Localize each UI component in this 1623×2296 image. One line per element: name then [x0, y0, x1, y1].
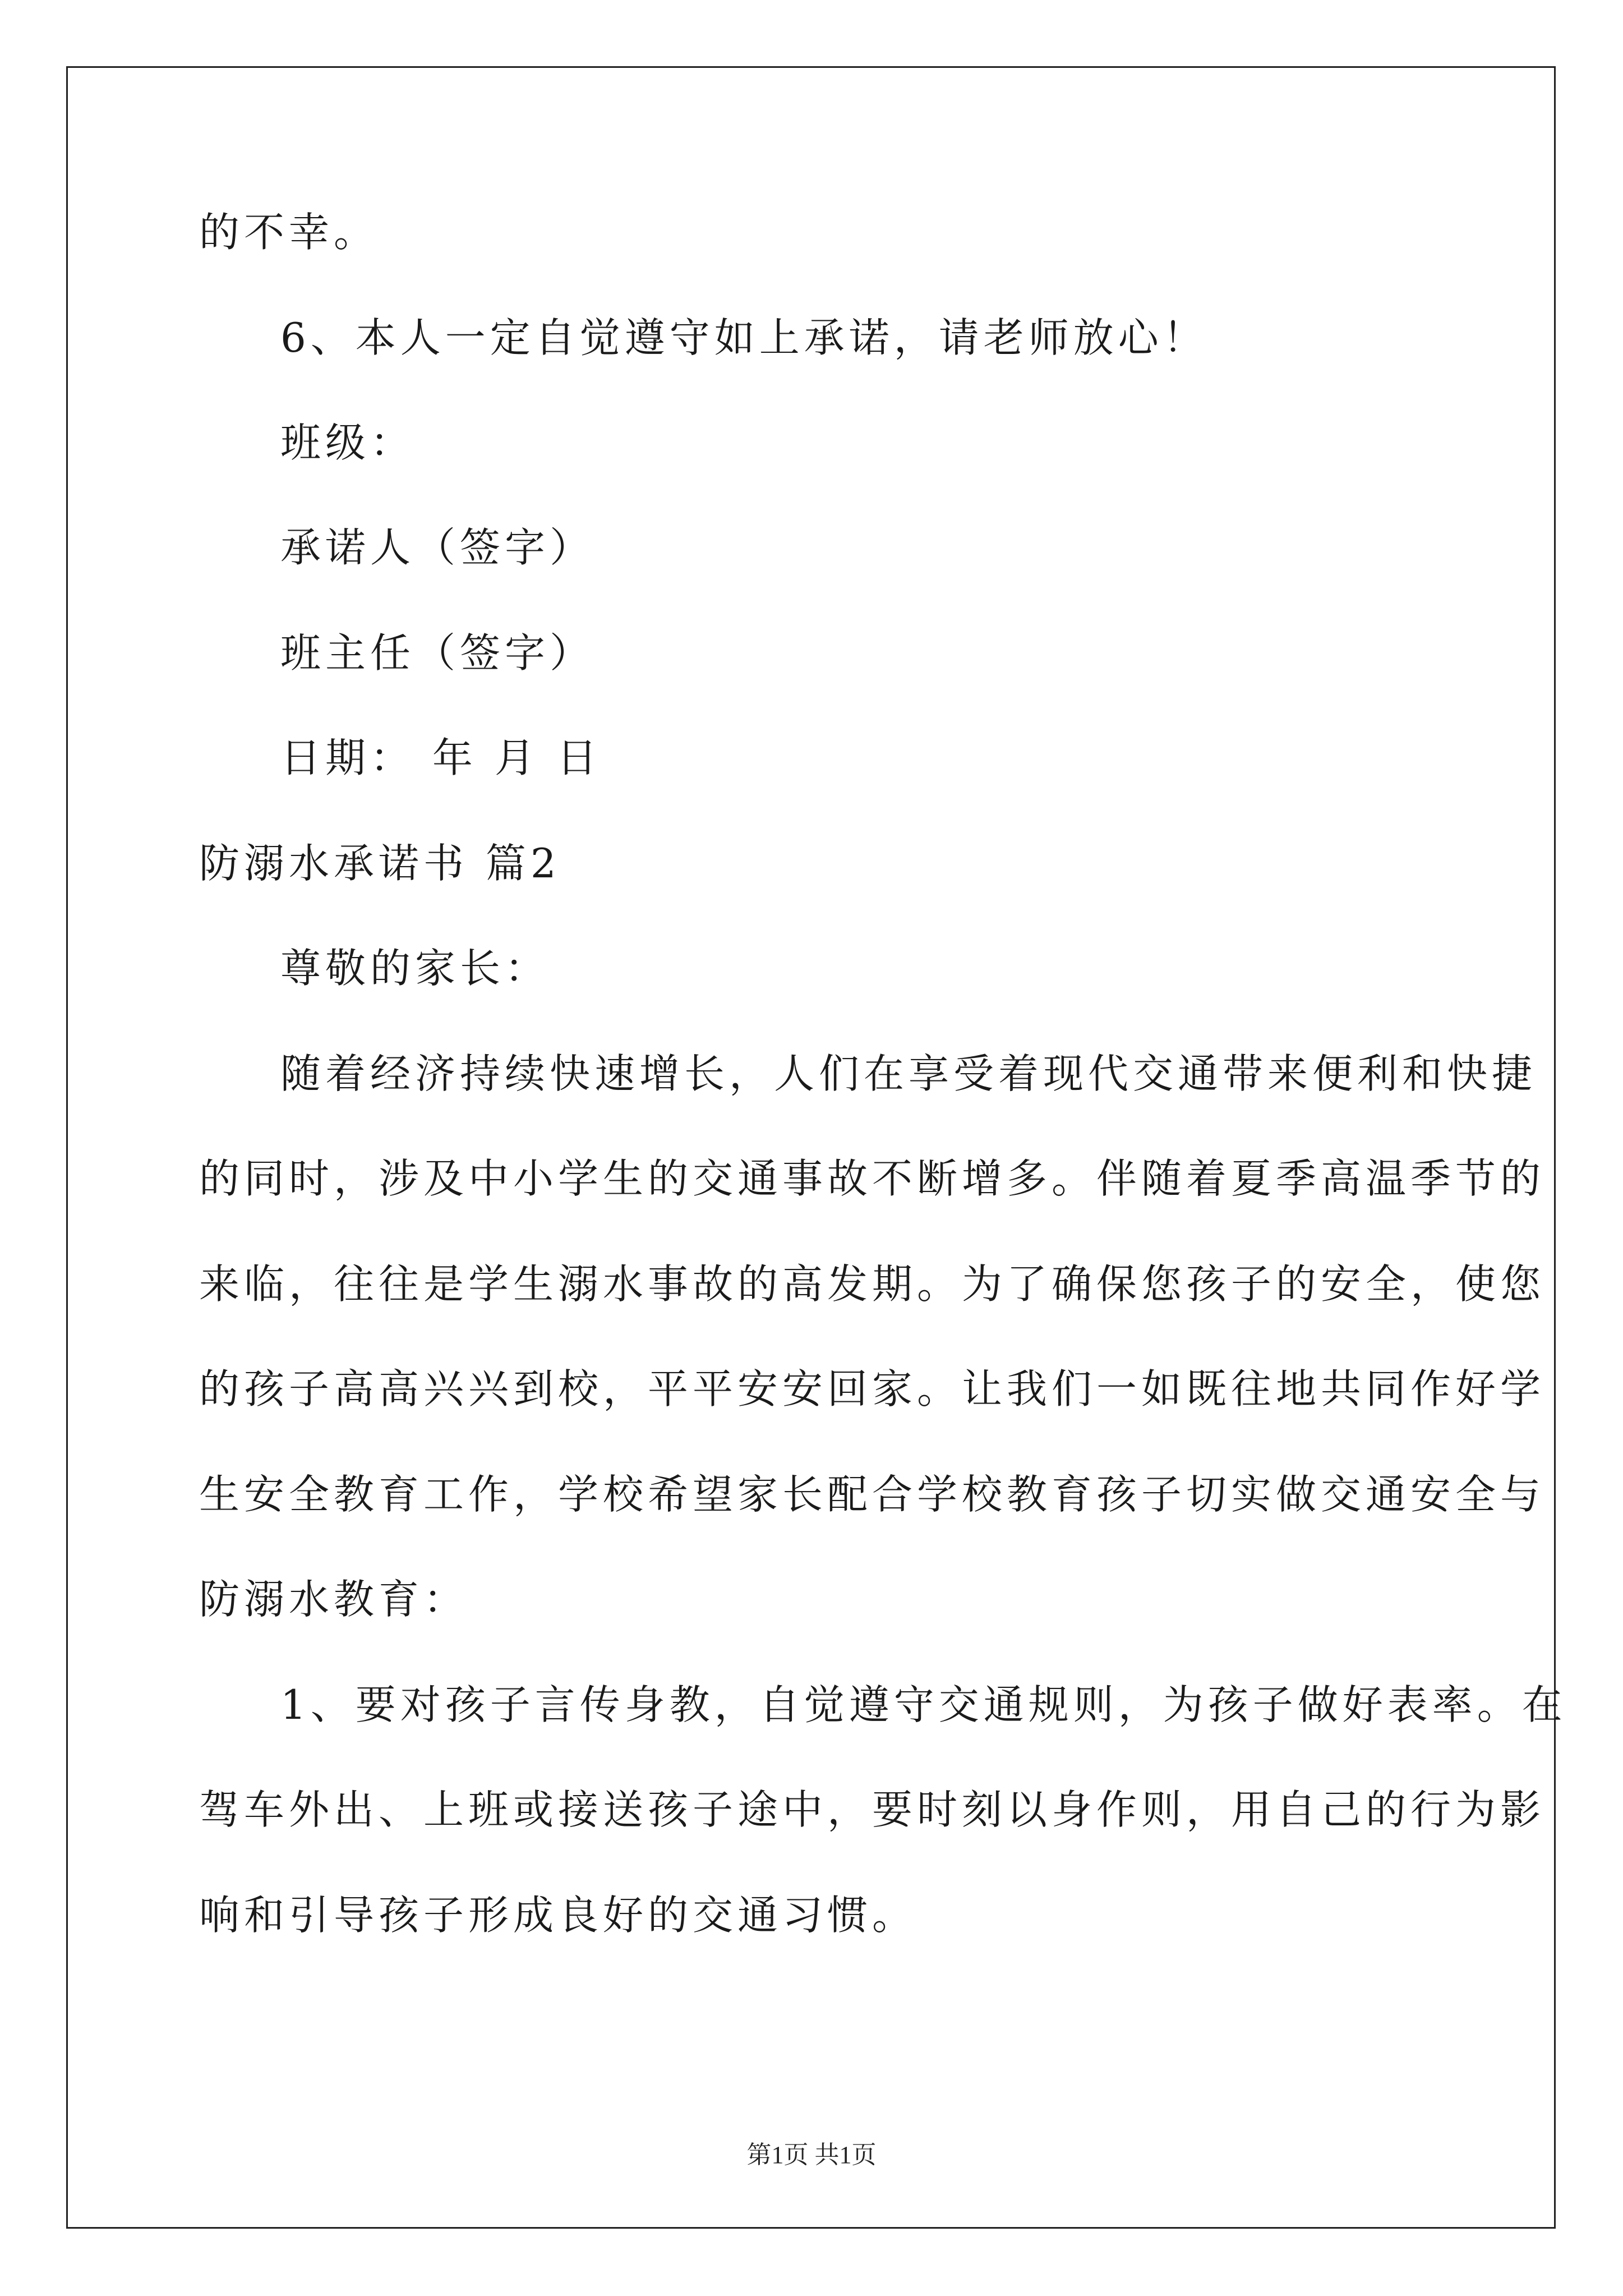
head-teacher-field-label: 班主任（签字）	[280, 629, 595, 677]
paragraph-line: 生安全教育工作，学校希望家长配合学校教育孩子切实做交通安全与	[199, 1471, 1546, 1518]
page-number-footer: 第1页 共1页	[746, 2141, 877, 2169]
paragraph-line: 防溺水教育：	[199, 1576, 469, 1623]
paragraph-line: 响和引导孩子形成良好的交通习惯。	[199, 1892, 917, 1939]
section-heading: 防溺水承诺书 篇2	[199, 840, 561, 887]
commitment-item-6: 6、本人一定自觉遵守如上承诺，请老师放心！	[280, 314, 1208, 361]
signer-field-label: 承诺人（签字）	[280, 524, 595, 571]
paragraph-line: 的同时，涉及中小学生的交通事故不断增多。伴随着夏季高温季节的	[199, 1155, 1546, 1202]
salutation: 尊敬的家长：	[280, 945, 550, 992]
paragraph-line: 的不幸。	[199, 209, 379, 256]
paragraph-line: 1、要对孩子言传身教，自觉遵守交通规则，为孩子做好表率。在	[280, 1681, 1567, 1728]
paragraph-line: 来临，往往是学生溺水事故的高发期。为了确保您孩子的安全，使您	[199, 1260, 1546, 1308]
paragraph-line: 的孩子高高兴兴到校，平平安安回家。让我们一如既往地共同作好学	[199, 1365, 1546, 1412]
class-field-label: 班级：	[280, 419, 416, 466]
date-field-label: 日期： 年 月 日	[280, 734, 602, 781]
paragraph-line: 驾车外出、上班或接送孩子途中，要时刻以身作则，用自己的行为影	[199, 1786, 1546, 1833]
paragraph-line: 随着经济持续快速增长，人们在享受着现代交通带来便利和快捷	[280, 1050, 1537, 1097]
